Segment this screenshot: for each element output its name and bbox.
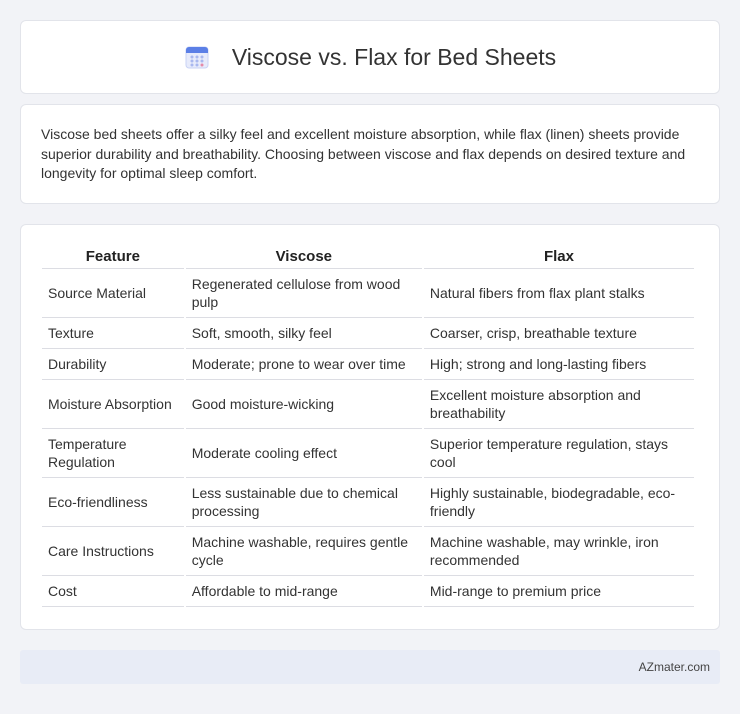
feature-cell: Texture bbox=[42, 318, 184, 349]
footer-brand: AZmater.com bbox=[638, 660, 710, 674]
feature-cell: Care Instructions bbox=[42, 527, 184, 576]
table-header-row bbox=[42, 245, 694, 269]
flax-cell: High; strong and long-lasting fibers bbox=[424, 349, 694, 380]
feature-cell: Moisture Absorption bbox=[42, 380, 184, 429]
intro-paragraph: Viscose bed sheets offer a silky feel and excellent moisture absorption, while flax (linen) sheets provide superior durability and breathability. Choosing between viscose and flax depends on desired texture and longevity for optimal sleep comfort. bbox=[41, 126, 686, 181]
footer-bar bbox=[20, 650, 720, 684]
table-row bbox=[42, 478, 694, 527]
comparison-table-card bbox=[20, 224, 720, 630]
viscose-cell: Machine washable, requires gentle cycle bbox=[186, 527, 422, 576]
header-feature: Feature bbox=[42, 245, 184, 269]
feature-cell: Cost bbox=[42, 576, 184, 607]
table-row bbox=[42, 527, 694, 576]
comparison-table bbox=[40, 245, 696, 607]
table-row bbox=[42, 380, 694, 429]
title-card bbox=[20, 20, 720, 94]
page-title: Viscose vs. Flax for Bed Sheets bbox=[231, 43, 557, 70]
header-flax: Flax bbox=[424, 245, 694, 269]
flax-cell: Machine washable, may wrinkle, iron recommended bbox=[424, 527, 694, 576]
calendar-icon bbox=[184, 44, 210, 70]
table-row bbox=[42, 429, 694, 478]
feature-cell: Durability bbox=[42, 349, 184, 380]
flax-cell: Coarser, crisp, breathable texture bbox=[424, 318, 694, 349]
viscose-cell: Good moisture-wicking bbox=[186, 380, 422, 429]
viscose-cell: Affordable to mid-range bbox=[186, 576, 422, 607]
flax-cell: Superior temperature regulation, stays cool bbox=[424, 429, 694, 478]
viscose-cell: Regenerated cellulose from wood pulp bbox=[186, 269, 422, 318]
viscose-cell: Less sustainable due to chemical processing bbox=[186, 478, 422, 527]
feature-cell: Eco-friendliness bbox=[42, 478, 184, 527]
flax-cell: Natural fibers from flax plant stalks bbox=[424, 269, 694, 318]
table-row bbox=[42, 269, 694, 318]
flax-cell: Highly sustainable, biodegradable, eco-friendly bbox=[424, 478, 694, 527]
table-row bbox=[42, 576, 694, 607]
header-viscose: Viscose bbox=[186, 245, 422, 269]
flax-cell: Excellent moisture absorption and breathability bbox=[424, 380, 694, 429]
feature-cell: Source Material bbox=[42, 269, 184, 318]
viscose-cell: Moderate cooling effect bbox=[186, 429, 422, 478]
intro-card bbox=[20, 104, 720, 204]
table-row bbox=[42, 349, 694, 380]
viscose-cell: Soft, smooth, silky feel bbox=[186, 318, 422, 349]
table-row bbox=[42, 318, 694, 349]
flax-cell: Mid-range to premium price bbox=[424, 576, 694, 607]
viscose-cell: Moderate; prone to wear over time bbox=[186, 349, 422, 380]
feature-cell: Temperature Regulation bbox=[42, 429, 184, 478]
